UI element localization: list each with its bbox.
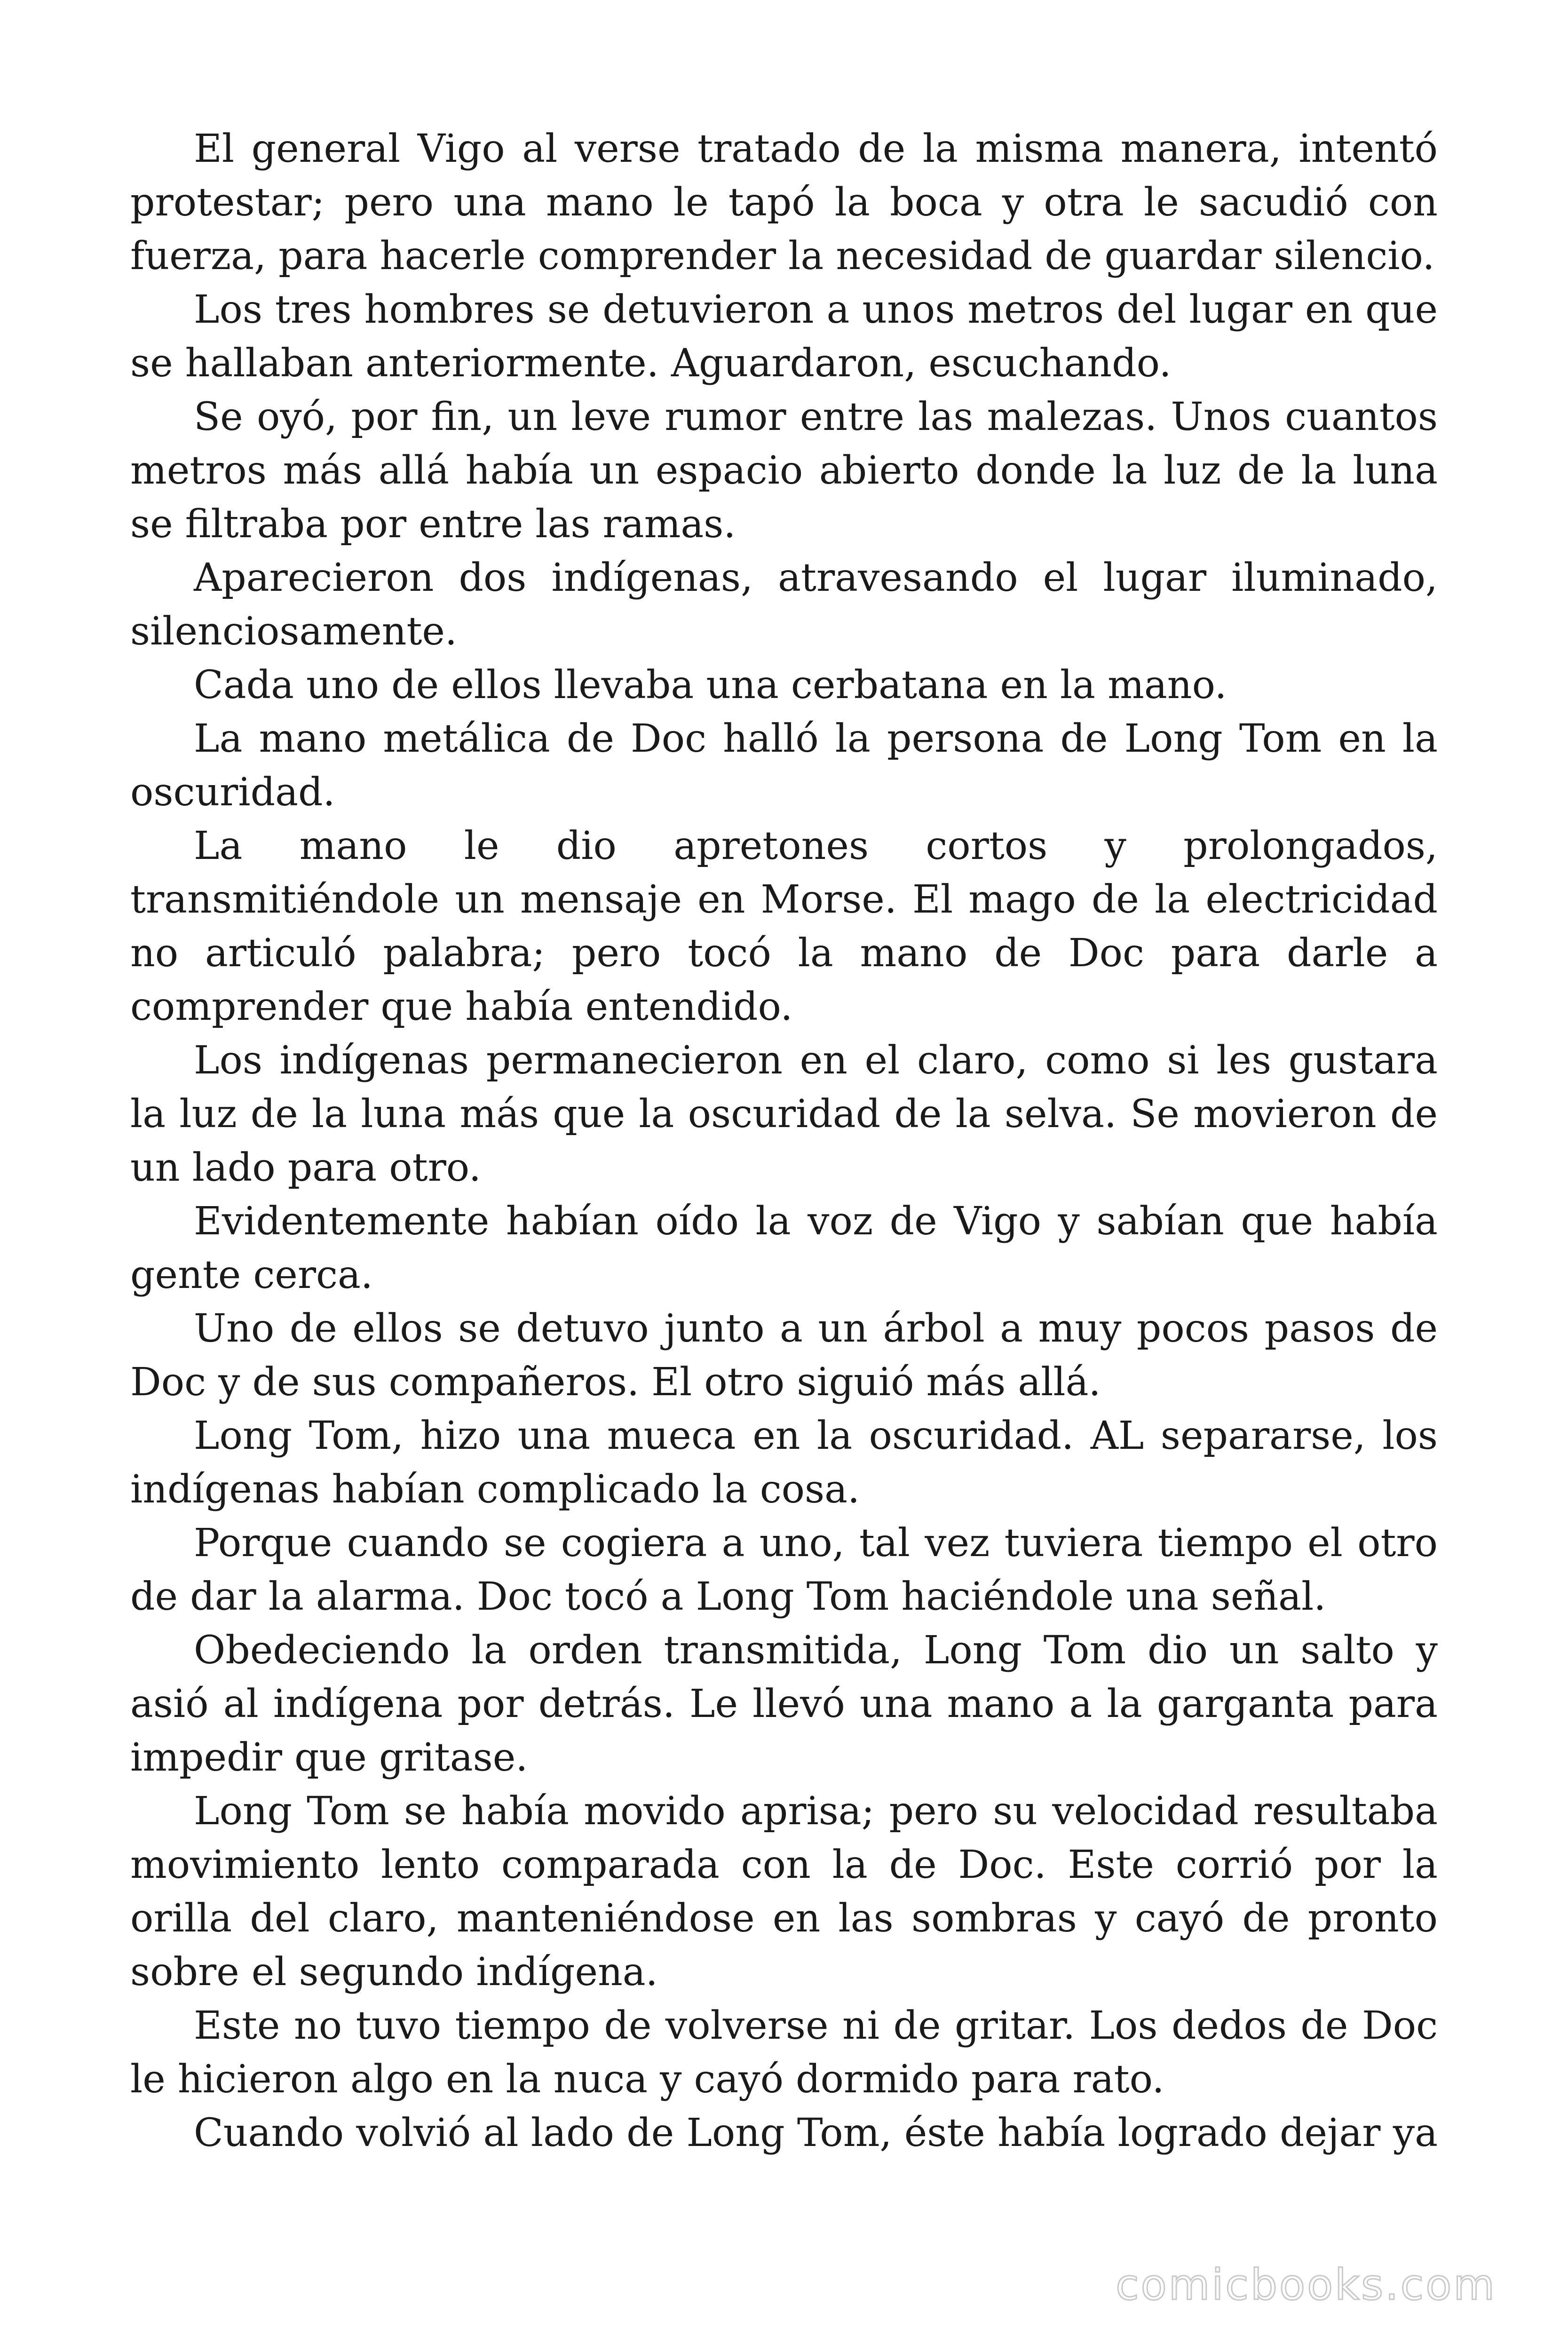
paragraph: Los indígenas permanecieron en el claro, como si les gustara la luz de la luna más que la oscuridad de la selva. Se movieron de un lado para otro. xyxy=(130,1038,1438,1190)
page-body-text xyxy=(130,122,1438,2160)
paragraph: Long Tom se había movido aprisa; pero su velocidad resultaba movimiento lento comparada con la de Doc. Este corrió por la orilla del claro, manteniéndose en las sombras y cayó de pronto sobre el segundo indígena. xyxy=(130,1789,1438,1994)
watermark: comicbooks.com xyxy=(1116,2260,1497,2310)
paragraph: La mano le dio apretones cortos y prolongados, transmitiéndole un mensaje en Morse. El mago de la electricidad no articuló palabra; pero tocó la mano de Doc para darle a comprender que había entendido. xyxy=(130,824,1438,1029)
paragraph: Cada uno de ellos llevaba una cerbatana en la mano. xyxy=(194,663,1227,707)
paragraph: Aparecieron dos indígenas, atravesando el lugar iluminado, silenciosamente. xyxy=(130,556,1438,654)
paragraph: Evidentemente habían oído la voz de Vigo y sabían que había gente cerca. xyxy=(130,1199,1438,1297)
paragraph: El general Vigo al verse tratado de la misma manera, intentó protestar; pero una mano le tapó la boca y otra le sacudió con fuerza, para hacerle comprender la necesidad de guardar silencio. xyxy=(130,127,1438,278)
paragraph: La mano metálica de Doc halló la persona de Long Tom en la oscuridad. xyxy=(130,716,1438,815)
paragraph: Este no tuvo tiempo de volverse ni de gritar. Los dedos de Doc le hicieron algo en la nuca y cayó dormido para rato. xyxy=(130,2003,1438,2102)
paragraph: Long Tom, hizo una mueca en la oscuridad. AL separarse, los indígenas habían complicado la cosa. xyxy=(130,1414,1438,1512)
paragraph: Obedeciendo la orden transmitida, Long Tom dio un salto y asió al indígena por detrás. Le llevó una mano a la garganta para impedir que gritase. xyxy=(130,1628,1438,1780)
paragraph: Los tres hombres se detuvieron a unos metros del lugar en que se hallaban anteriormente. Aguardaron, escuchando. xyxy=(130,287,1438,386)
paragraph: Uno de ellos se detuvo junto a un árbol a muy pocos pasos de Doc y de sus compañeros. El otro siguió más allá. xyxy=(130,1306,1438,1405)
paragraph: Porque cuando se cogiera a uno, tal vez tuviera tiempo el otro de dar la alarma. Doc tocó a Long Tom haciéndole una señal. xyxy=(130,1521,1438,1619)
paragraph: Se oyó, por fin, un leve rumor entre las malezas. Unos cuantos metros más allá había un espacio abierto donde la luz de la luna se filtraba por entre las ramas. xyxy=(130,395,1438,547)
paragraph-continued: Cuando volvió al lado de Long Tom, éste había logrado dejar ya xyxy=(194,2111,1438,2155)
